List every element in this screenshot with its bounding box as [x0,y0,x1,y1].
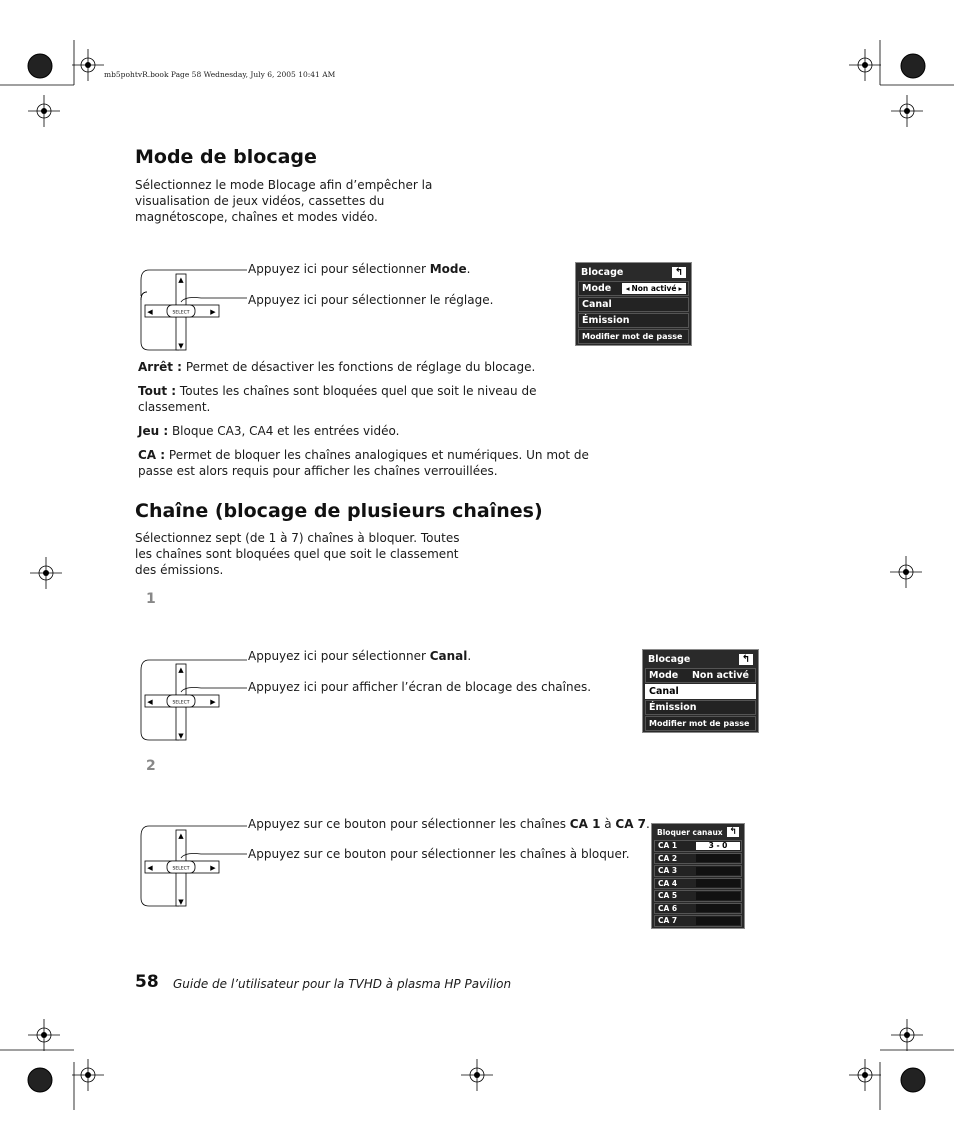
remote-dpad-diagram-1 [139,266,249,352]
option-ca: CA : Permet de bloquer les chaînes analogiques et numériques. Un mot de passe est alors requis pour afficher les chaînes verrouillées. [138,448,589,478]
menu-item-mode[interactable]: Mode ◂ Non activé ▸ [578,281,689,296]
menu-item-mode[interactable]: Mode Non activé [645,668,756,683]
dpad-right-arrow: ▶ [210,698,216,706]
menu-title-row [578,264,689,280]
left-arrow-icon: ◂ [625,284,630,293]
section2-intro [135,530,459,578]
menu-title-row [645,651,756,667]
channel-row-ca6[interactable]: CA 6 [654,903,742,915]
mode-value-selector[interactable]: ◂ Non activé ▸ [622,283,686,294]
crosshair-mark [849,49,881,81]
section1-intro [135,177,432,225]
channel-value-empty [696,854,740,862]
channel-row-ca1[interactable]: CA 1 3 - 0 [654,840,742,852]
menu-item-modifier-mot-de-passe[interactable]: Modifier mot de passe [645,716,756,731]
starburst-mark-bottom-right [901,1068,925,1092]
option-arret: Arrêt : Permet de désactiver les fonctions de réglage du blocage. [138,360,536,374]
intro-line: des émissions. [135,563,224,577]
channel-row-ca4[interactable]: CA 4 [654,878,742,890]
channel-row-ca3[interactable]: CA 3 [654,865,742,877]
instruction-select-canal: Appuyez ici pour sélectionner Canal. [248,649,472,663]
dpad-up-arrow: ▲ [178,276,184,284]
intro-line: les chaînes sont bloquées quel que soit le classement [135,547,459,561]
select-label: SELECT [172,700,190,706]
tv-menu-bloquer-canaux [651,823,745,929]
dpad-down-arrow: ▼ [178,732,184,740]
remote-dpad-diagram-3 [139,822,249,908]
section-title-mode-de-blocage: Mode de blocage [135,146,317,168]
footer-guide-title: Guide de l’utilisateur pour la TVHD à plasma HP Pavilion [173,977,512,991]
dpad-right-arrow: ▶ [210,308,216,316]
menu-title: Blocage [648,653,691,665]
instruction-show-channel-lock: Appuyez ici pour afficher l’écran de blocage des chaînes. [248,680,592,694]
instruction-select-channels-to-block: Appuyez sur ce bouton pour sélectionner les chaînes à bloquer. [248,847,630,861]
section-title-chaine: Chaîne (blocage de plusieurs chaînes) [135,500,543,522]
menu-item-canal-selected[interactable]: Canal [645,684,756,699]
menu-item-modifier-mot-de-passe[interactable]: Modifier mot de passe [578,329,689,344]
channel-row-ca7[interactable]: CA 7 [654,915,742,927]
dpad-up-arrow: ▲ [178,832,184,840]
channel-value-empty [696,904,740,912]
select-label: SELECT [172,866,190,872]
crosshair-mark [72,49,104,81]
step-number-1: 1 [146,591,156,607]
dpad-left-arrow: ◀ [147,864,153,872]
print-header: mb5pohtvR.book Page 58 Wednesday, July 6, 2005 10:41 AM [104,70,336,79]
dpad-down-arrow: ▼ [178,342,184,350]
crosshair-mark [28,1019,60,1051]
select-label: SELECT [172,310,190,316]
back-icon[interactable]: ↰ [727,827,739,837]
crosshair-mark [890,556,922,588]
instruction-select-ca1-ca7: Appuyez sur ce bouton pour sélectionner les chaînes CA 1 à CA 7. [248,817,650,831]
channel-value[interactable]: 3 - 0 [696,842,740,850]
intro-line: magnétoscope, chaînes et modes vidéo. [135,210,378,224]
back-icon[interactable]: ↰ [739,654,753,665]
mode-value: Non activé [691,670,749,681]
intro-line: Sélectionnez sept (de 1 à 7) chaînes à bloquer. Toutes [135,531,460,545]
starburst-mark-top-left [28,54,52,78]
channel-value-empty [696,917,740,925]
tv-menu-blocage-canal [642,649,759,733]
menu-item-emission[interactable]: Émission [645,700,756,715]
instruction-select-setting: Appuyez ici pour sélectionner le réglage. [248,293,494,307]
crosshair-mark [30,557,62,589]
dpad-right-arrow: ▶ [210,864,216,872]
dpad-up-arrow: ▲ [178,666,184,674]
option-tout: Tout : Toutes les chaînes sont bloquées quel que soit le niveau de classement. [138,384,537,414]
starburst-mark-top-right [901,54,925,78]
channel-value-empty [696,879,740,887]
crosshair-mark [28,95,60,127]
page-number: 58 [135,972,159,992]
menu-item-canal[interactable]: Canal [578,297,689,312]
crosshair-mark [72,1059,104,1091]
channel-row-ca2[interactable]: CA 2 [654,853,742,865]
step-number-2: 2 [146,758,156,774]
intro-line: Sélectionnez le mode Blocage afin d’empêcher la [135,178,433,192]
dpad-down-arrow: ▼ [178,898,184,906]
menu-title-row [654,825,742,839]
channel-row-ca5[interactable]: CA 5 [654,890,742,902]
instruction-select-mode: Appuyez ici pour sélectionner Mode. [248,262,471,276]
right-arrow-icon: ▸ [678,284,683,293]
dpad-left-arrow: ◀ [147,698,153,706]
dpad-left-arrow: ◀ [147,308,153,316]
crosshair-mark [891,1019,923,1051]
back-icon[interactable]: ↰ [672,267,686,278]
crosshair-mark [849,1059,881,1091]
channel-value-empty [696,867,740,875]
option-jeu: Jeu : Bloque CA3, CA4 et les entrées vidéo. [138,424,400,438]
crosshair-mark [461,1059,493,1091]
starburst-mark-bottom-left [28,1068,52,1092]
channel-value-empty [696,892,740,900]
tv-menu-blocage [575,262,692,346]
crosshair-mark [891,95,923,127]
menu-item-emission[interactable]: Émission [578,313,689,328]
menu-title: Bloquer canaux [657,827,723,837]
menu-title: Blocage [581,266,624,278]
remote-dpad-diagram-2 [139,656,249,742]
intro-line: visualisation de jeux vidéos, cassettes du [135,194,385,208]
